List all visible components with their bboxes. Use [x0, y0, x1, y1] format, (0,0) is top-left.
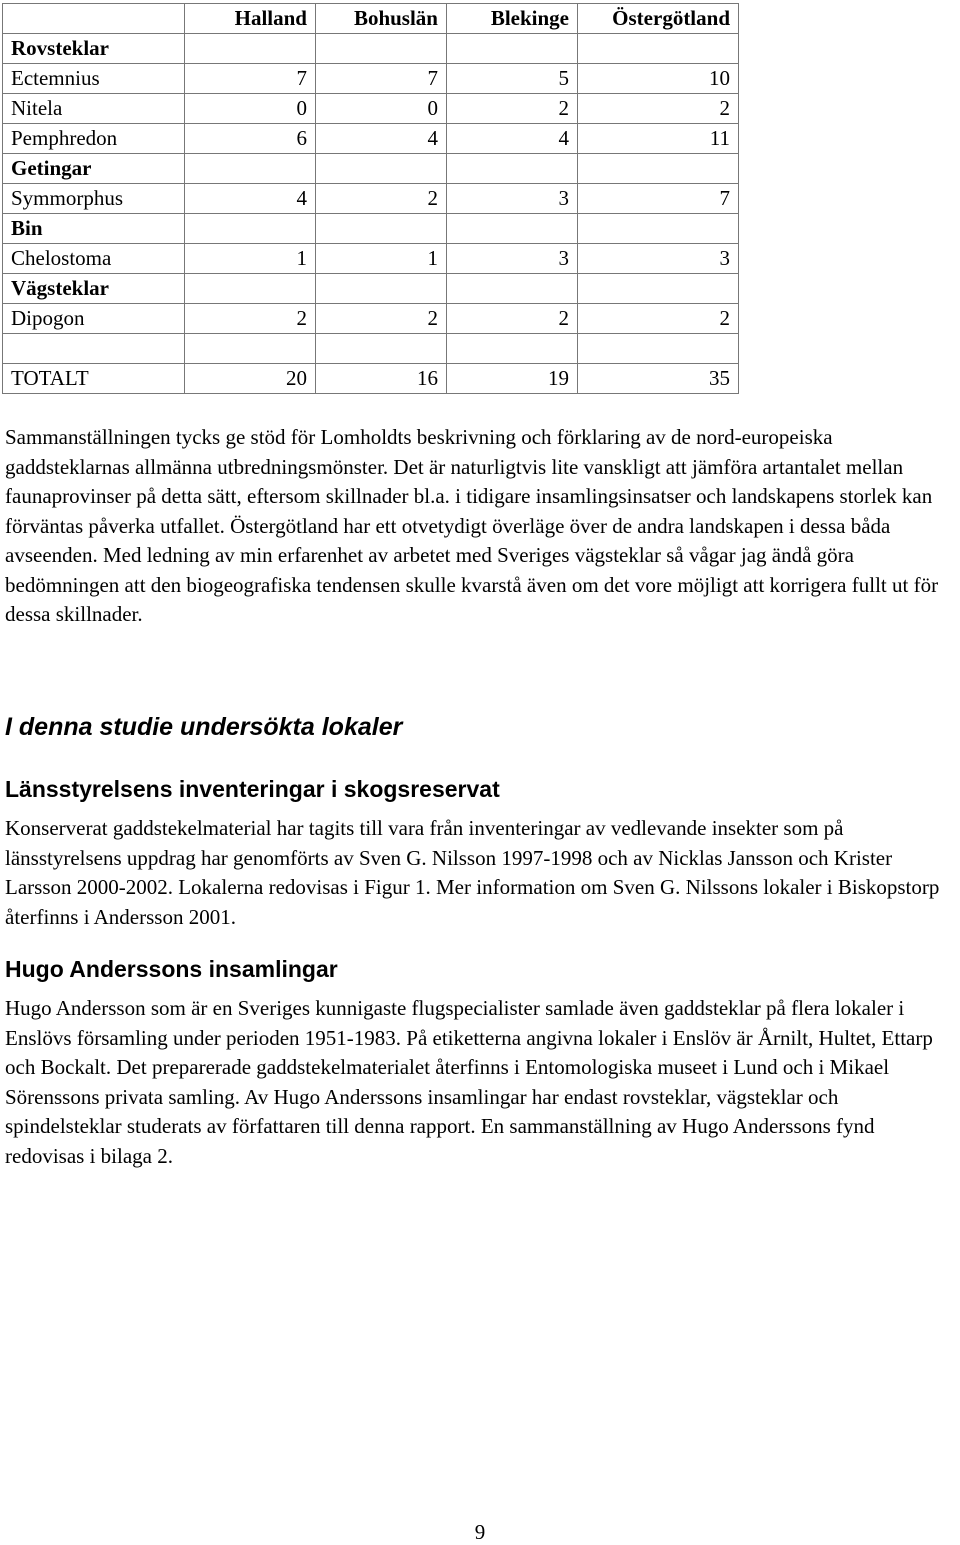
table-cell: Symmorphus [3, 184, 185, 214]
table-cell [316, 334, 447, 364]
table-cell: 6 [185, 124, 316, 154]
heading-lansstyrelsen: Länsstyrelsens inventeringar i skogsreservat [5, 776, 500, 802]
table-cell [578, 154, 739, 184]
table-row [3, 184, 739, 214]
table-cell: 1 [316, 244, 447, 274]
table-row [3, 154, 739, 184]
table-row [3, 304, 739, 334]
table-cell: 3 [578, 244, 739, 274]
table-cell: 0 [316, 94, 447, 124]
table-cell [3, 334, 185, 364]
table-cell: 4 [447, 124, 578, 154]
table-row [3, 124, 739, 154]
table-cell: Chelostoma [3, 244, 185, 274]
table-cell: 3 [447, 184, 578, 214]
table-cell: 2 [185, 304, 316, 334]
table-cell: 0 [185, 94, 316, 124]
table-cell: 20 [185, 364, 316, 394]
table-cell: 2 [578, 94, 739, 124]
table-cell: Pemphredon [3, 124, 185, 154]
table-cell: Vägsteklar [3, 274, 185, 304]
table-header-cell: Bohuslän [316, 4, 447, 34]
table-row [3, 364, 739, 394]
table-cell: 16 [316, 364, 447, 394]
table-row [3, 244, 739, 274]
table-header-cell: Östergötland [578, 4, 739, 34]
table-cell [447, 334, 578, 364]
table-cell: Rovsteklar [3, 34, 185, 64]
table-cell [578, 274, 739, 304]
table-header-row [3, 4, 739, 34]
table-cell: 11 [578, 124, 739, 154]
table-cell: 2 [316, 184, 447, 214]
table-row [3, 274, 739, 304]
paragraph-lansstyrelsen: Konserverat gaddstekelmaterial har tagits till vara från inventeringar av vedlevande insekter som på länsstyrelsens uppdrag har genomförts av Sven G. Nilsson 1997-1998 och av Nicklas Jansson och Krister Larsson 2000-2002. Lokalerna redovisas i Figur 1. Mer information om Sven G. Nilssons lokaler i Biskopstorp återfinns i Andersson 2001. [5, 816, 940, 929]
table-row [3, 64, 739, 94]
table-cell [185, 274, 316, 304]
table-cell [185, 154, 316, 184]
table-row [3, 34, 739, 64]
species-table [2, 3, 739, 394]
table-row [3, 334, 739, 364]
table-header-cell [3, 4, 185, 34]
table-cell: Nitela [3, 94, 185, 124]
table-header-cell: Halland [185, 4, 316, 34]
table-cell [447, 274, 578, 304]
table-cell: 19 [447, 364, 578, 394]
table-cell: 7 [185, 64, 316, 94]
table-cell [447, 34, 578, 64]
table-cell [447, 154, 578, 184]
table-cell: 2 [316, 304, 447, 334]
table-cell [185, 34, 316, 64]
table-row [3, 214, 739, 244]
table-cell [185, 214, 316, 244]
page-number: 9 [474, 1520, 486, 1544]
table-cell [316, 214, 447, 244]
table-cell [316, 274, 447, 304]
table-cell: Dipogon [3, 304, 185, 334]
paragraph-hugo-andersson: Hugo Andersson som är en Sveriges kunnigaste flugspecialister samlade även gaddsteklar på flera lokaler i Enslövs församling under perioden 1951-1983. På etiketterna angivna lokaler i Enslöv är Årnilt, Hultet, Ettarp och Bockalt. Det preparerade gaddstekelmaterialet återfinns i Entomologiska museet i Lund och i Mikael Sörenssons privata samling. Av Hugo Anderssons insamlingar har endast rovsteklar, vägsteklar och spindelsteklar studerats av författaren till denna rapport. En sammanställning av Hugo Anderssons fynd redovisas i bilaga 2. [5, 996, 933, 1168]
table-cell: 3 [447, 244, 578, 274]
heading-hugo-andersson: Hugo Anderssons insamlingar [5, 956, 338, 982]
table-cell: 2 [447, 94, 578, 124]
table-header-cell: Blekinge [447, 4, 578, 34]
table-cell: 4 [316, 124, 447, 154]
table-cell [316, 34, 447, 64]
table-cell: 4 [185, 184, 316, 214]
table-cell: Ectemnius [3, 64, 185, 94]
table-cell [185, 334, 316, 364]
table-cell: 7 [316, 64, 447, 94]
table-cell: 35 [578, 364, 739, 394]
table-cell [578, 334, 739, 364]
table-cell: 10 [578, 64, 739, 94]
table-cell: 2 [447, 304, 578, 334]
table-cell: 1 [185, 244, 316, 274]
paragraph-summary: Sammanställningen tycks ge stöd för Lomholdts beskrivning och förklaring av de nord-europeiska gaddsteklarnas allmänna utbredningsmönster. Det är naturligtvis lite vanskligt att jämföra artantalet mellan faunaprovinser på detta sätt, eftersom skillnader bl.a. i tidigare insamlingsinsatser och landskapens storlek kan förväntas påverka utfallet. Östergötland har ett otvetydigt överläge över de andra landskapen i dessa båda avseenden. Med ledning av min erfarenhet av arbetet med Sveriges vägsteklar så vågar jag ändå göra bedömningen att den biogeografiska tendensen skulle kvarstå även om det vore möjligt att korrigera fullt ut för dessa skillnader. [5, 425, 939, 626]
table-cell [578, 214, 739, 244]
table-cell [578, 34, 739, 64]
section-heading-localities: I denna studie undersökta lokaler [5, 713, 403, 741]
table-cell: 7 [578, 184, 739, 214]
table-cell: Bin [3, 214, 185, 244]
table-cell: 2 [578, 304, 739, 334]
table-cell: TOTALT [3, 364, 185, 394]
table-row [3, 94, 739, 124]
table-cell: Getingar [3, 154, 185, 184]
table-cell: 5 [447, 64, 578, 94]
table-cell [447, 214, 578, 244]
table-cell [316, 154, 447, 184]
